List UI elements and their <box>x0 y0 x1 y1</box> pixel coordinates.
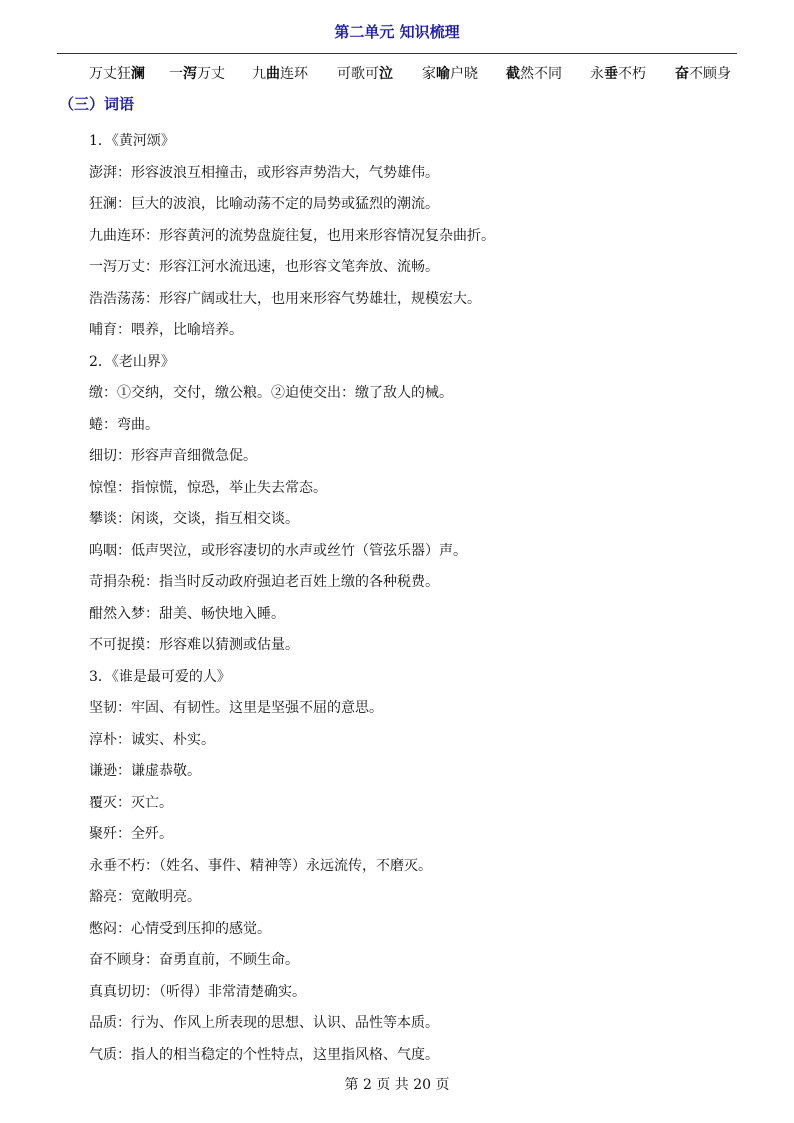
vocabulary-content <box>89 126 749 1071</box>
entry-line: 聚歼：全歼。 <box>89 826 173 842</box>
section-heading: （三）词语 <box>59 95 135 113</box>
entry-line: 蜷：弯曲。 <box>89 416 159 433</box>
page-header-title: 第二单元 知识梳理 <box>334 23 460 41</box>
entry-line: 奋不顾身：奋勇直前，不顾生命。 <box>89 952 299 968</box>
idiom-item: 永垂不朽 <box>590 66 646 82</box>
entry-line: 覆灭：灭亡。 <box>89 794 173 811</box>
idiom-item: 家喻户晓 <box>422 66 478 82</box>
entry-line: 浩浩荡荡：形容广阔或壮大，也用来形容气势雄壮，规模宏大。 <box>89 290 481 307</box>
entry-line: 永垂不朽：（姓名、事件、精神等）永远流传，不磨灭。 <box>89 857 432 874</box>
group-title: 3．《谁是最可爱的人》 <box>89 668 231 685</box>
entry-line: 谦逊：谦虚恭敬。 <box>89 763 201 779</box>
idiom-item: 一泻万丈 <box>169 66 225 82</box>
idiom-item: 奋不顾身 <box>675 66 731 82</box>
entry-line: 不可捉摸：形容难以猜测或估量。 <box>89 637 299 653</box>
entry-line: 坚韧：牢固、有韧性。这里是坚强不屈的意思。 <box>89 700 383 716</box>
entry-line: 一泻万丈：形容江河水流迅速，也形容文笔奔放、流畅。 <box>89 259 439 275</box>
group-title: 1．《黄河颂》 <box>89 133 175 149</box>
entry-line: 攀谈：闲谈，交谈，指互相交谈。 <box>89 511 299 527</box>
entry-line: 呜咽：低声哭泣，或形容凄切的水声或丝竹（管弦乐器）声。 <box>89 542 467 559</box>
entry-line: 真真切切：（听得）非常清楚确实。 <box>89 983 306 1000</box>
idiom-item: 可歌可泣 <box>337 66 393 82</box>
header-divider <box>57 53 737 54</box>
idiom-item: 九曲连环 <box>252 66 308 82</box>
entry-line: 淳朴：诚实、朴实。 <box>89 731 215 748</box>
entry-line: 品质：行为、作风上所表现的思想、认识、品性等本质。 <box>89 1015 439 1031</box>
page-number: 第 2 页 共 20 页 <box>344 1077 450 1093</box>
idiom-item: 万丈狂澜 <box>89 66 145 82</box>
entry-line: 细切：形容声音细微急促。 <box>89 448 257 464</box>
entry-line: 酣然入梦：甜美、畅快地入睡。 <box>89 605 285 622</box>
entry-line: 苛捐杂税：指当时反动政府强迫老百姓上缴的各种税费。 <box>89 574 439 590</box>
entry-line: 气质：指人的相当稳定的个性特点，这里指风格、气度。 <box>89 1046 439 1063</box>
entry-line: 九曲连环：形容黄河的流势盘旋往复，也用来形容情况复杂曲折。 <box>89 227 495 244</box>
idiom-item: 截然不同 <box>506 66 562 82</box>
entry-line: 缴：①交纳，交付，缴公粮。②迫使交出：缴了敌人的械。 <box>89 385 453 401</box>
idiom-list <box>89 63 749 85</box>
entry-line: 澎湃：形容波浪互相撞击，或形容声势浩大，气势雄伟。 <box>89 164 439 181</box>
group-title: 2．《老山界》 <box>89 353 175 370</box>
entry-line: 惊惶：指惊慌，惊恐，举止失去常态。 <box>89 479 327 496</box>
entry-line: 狂澜：巨大的波浪，比喻动荡不定的局势或猛烈的潮流。 <box>89 196 439 212</box>
entry-line: 哺育：喂养，比喻培养。 <box>89 322 243 338</box>
entry-line: 豁亮：宽敞明亮。 <box>89 889 201 905</box>
entry-line: 憋闷：心情受到压抑的感觉。 <box>89 920 271 937</box>
